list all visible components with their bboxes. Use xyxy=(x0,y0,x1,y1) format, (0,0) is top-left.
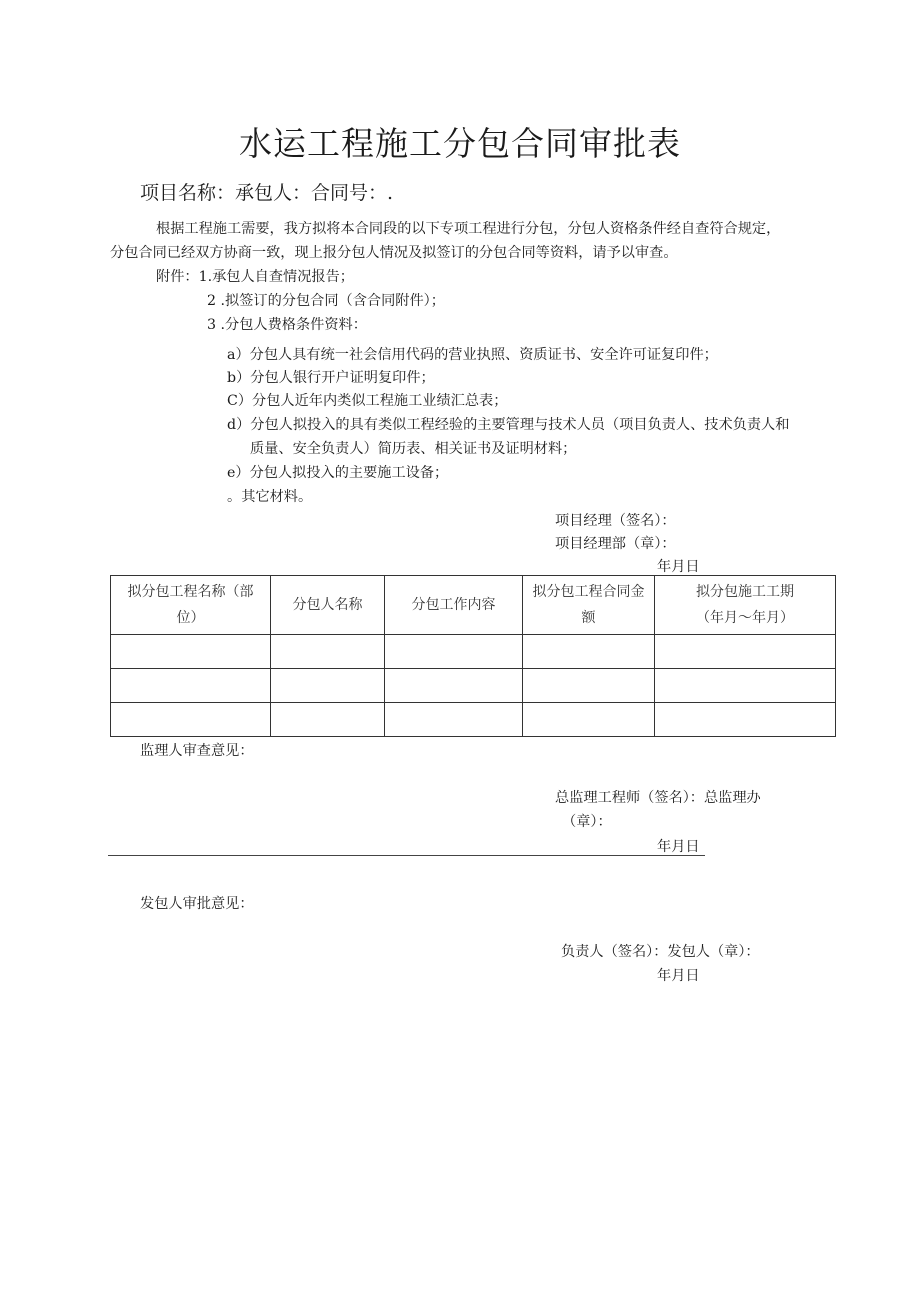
employer-opinion-label: 发包人审批意见： xyxy=(140,896,254,912)
header-project-name-line-1: 拟分包工程名称（部 xyxy=(127,584,254,600)
header-contract-amount-line-1: 拟分包工程合同金 xyxy=(532,584,645,600)
supervisor-seal: （章）： xyxy=(562,814,612,830)
table-header-row xyxy=(111,576,836,635)
table-cell[interactable] xyxy=(271,669,385,703)
section-divider xyxy=(108,855,705,856)
table-cell[interactable] xyxy=(655,635,836,669)
employer-signature: 负责人（签名）：发包人（章）： xyxy=(561,944,760,960)
employer-date: 年月日 xyxy=(657,968,700,984)
attachment-sub-a: a）分包人具有统一社会信用代码的营业执照、资质证书、安全许可证复印件； xyxy=(227,347,718,363)
attachment-sub-d-line-2: 质量、安全负责人）简历表、相关证书及证明材料； xyxy=(250,441,577,457)
page-title: 水运工程施工分包合同审批表 xyxy=(239,124,681,163)
header-contract-amount-line-2: 额 xyxy=(581,610,596,626)
header-project-name xyxy=(111,576,271,635)
table-cell[interactable] xyxy=(523,703,655,737)
attachment-sub-e: e）分包人拟投入的主要施工设备； xyxy=(227,465,449,481)
intro-paragraph-line-2: 分包合同已经双方协商一致，现上报分包人情况及拟签订的分包合同等资料，请予以审查。 xyxy=(110,245,678,261)
table-cell[interactable] xyxy=(655,703,836,737)
header-contract-amount xyxy=(523,576,655,635)
project-info-line: 项目名称：承包人：合同号：. xyxy=(140,182,394,204)
header-project-name-line-2: 位） xyxy=(176,610,205,626)
attachment-item-2: 2 .拟签订的分包合同（含合同附件）； xyxy=(207,293,445,309)
attachment-sub-d-line-1: d）分包人拟投入的具有类似工程经验的主要管理与技术人员（项目负责人、技术负责人和 xyxy=(227,417,790,433)
header-construction-period-line-1: 拟分包施工工期 xyxy=(696,584,794,600)
attachment-item-1: 附件：1.承包人自查情况报告； xyxy=(156,269,354,285)
table-cell[interactable] xyxy=(385,669,523,703)
table-cell[interactable] xyxy=(111,669,271,703)
contractor-date: 年月日 xyxy=(657,559,700,575)
header-subcontractor-name-text: 分包人名称 xyxy=(292,597,363,613)
table-cell[interactable] xyxy=(271,703,385,737)
table-row xyxy=(111,669,836,703)
supervisor-date: 年月日 xyxy=(657,839,700,855)
project-manager-signature: 项目经理（签名）： xyxy=(555,513,676,529)
attachment-sub-f: 。其它材料。 xyxy=(227,489,313,505)
project-dept-seal: 项目经理部（章）： xyxy=(555,536,676,552)
attachment-item-3: 3 .分包人费格条件资料： xyxy=(207,317,367,333)
subcontract-table xyxy=(110,575,836,737)
supervisor-opinion-label: 监理人审查意见： xyxy=(140,743,254,759)
intro-paragraph-line-1: 根据工程施工需要，我方拟将本合同段的以下专项工程进行分包，分包人资格条件经自查符合规定， xyxy=(156,221,781,237)
table-cell[interactable] xyxy=(271,635,385,669)
header-work-content-text: 分包工作内容 xyxy=(411,597,496,613)
table-cell[interactable] xyxy=(111,703,271,737)
table-cell[interactable] xyxy=(385,635,523,669)
header-subcontractor-name xyxy=(271,576,385,635)
header-construction-period xyxy=(655,576,836,635)
table-cell[interactable] xyxy=(385,703,523,737)
table-cell[interactable] xyxy=(655,669,836,703)
table-row xyxy=(111,635,836,669)
attachment-sub-b: b）分包人银行开户证明复印件； xyxy=(227,370,435,386)
table-cell[interactable] xyxy=(111,635,271,669)
table-cell[interactable] xyxy=(523,669,655,703)
chief-supervisor-signature: 总监理工程师（签名）：总监理办 xyxy=(555,790,761,806)
attachment-sub-c: C）分包人近年内类似工程施工业绩汇总表； xyxy=(227,393,508,409)
header-construction-period-line-2: （年月～年月） xyxy=(696,610,794,626)
header-work-content xyxy=(385,576,523,635)
table-row xyxy=(111,703,836,737)
table-cell[interactable] xyxy=(523,635,655,669)
